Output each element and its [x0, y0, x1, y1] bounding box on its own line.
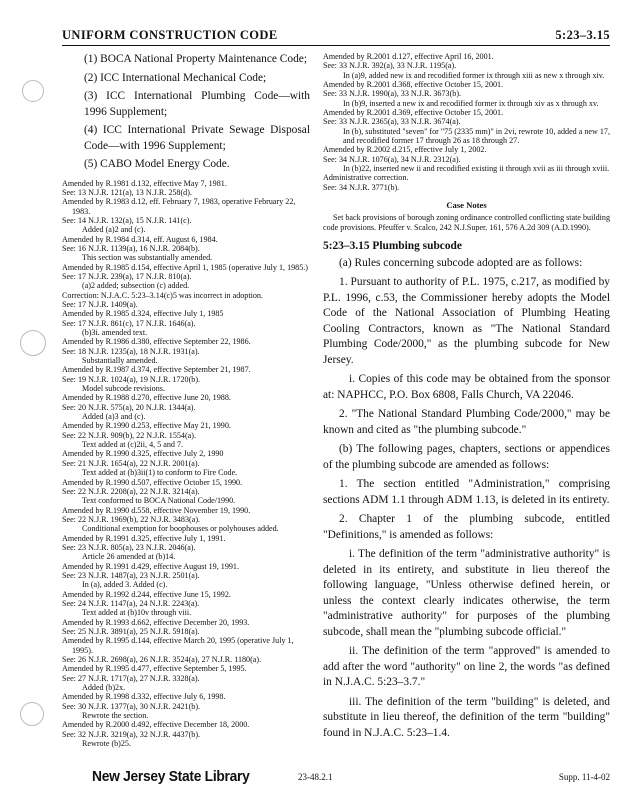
history-note: Correction: N.J.A.C. 5:23–3.14(c)5 was incorrect in adoption. — [62, 290, 263, 300]
history-note: Amended by R.1986 d.380, effective September 22, 1986. — [62, 337, 251, 347]
history-note: See: 18 N.J.R. 1235(a), 18 N.J.R. 1931(a). — [62, 346, 200, 356]
section-paragraph: i. Copies of this code may be obtained from the sponsor at: NAPHCC, P.O. Box 6808, Falls Church, VA 22046. — [323, 373, 610, 401]
history-note: See: 21 N.J.R. 1654(a), 22 N.J.R. 2001(a). — [62, 458, 200, 468]
left-column — [62, 52, 310, 748]
library-logo: New Jersey State Library — [92, 768, 250, 785]
history-note: Amended by R.2001 d.368, effective October 15, 2001. — [323, 80, 504, 90]
case-notes-title: Case Notes — [446, 200, 487, 211]
punch-hole — [20, 702, 44, 726]
history-note: Model subcode revisions. — [82, 384, 165, 394]
history-note: Text added at (c)2ii, 4, 5 and 7. — [82, 440, 184, 450]
history-note: Amended by R.2002 d.215, effective July 1, 2002. — [323, 145, 487, 155]
history-note: See: 33 N.J.R. 2365(a), 33 N.J.R. 3674(a). — [323, 117, 461, 127]
history-note: See: 17 N.J.R. 861(c), 17 N.J.R. 1646(a). — [62, 318, 196, 328]
section-title: 5:23–3.15 Plumbing subcode — [323, 239, 462, 252]
history-notes-left — [62, 179, 310, 749]
section-body — [323, 256, 610, 742]
history-note: In (a), added 3. Added (c). — [82, 580, 168, 590]
history-note: Amended by R.1990 d.558, effective November 19, 1990. — [62, 505, 251, 515]
history-note: Rewrote (b)25. — [82, 739, 131, 749]
section-paragraph: 2. "The National Standard Plumbing Code/2000," may be known and cited as "the plumbing subcode." — [323, 408, 610, 436]
history-note: See: 14 N.J.R. 132(a), 15 N.J.R. 141(c). — [62, 215, 192, 225]
header-rule — [62, 45, 610, 46]
history-note: See: 34 N.J.R. 3771(b). — [323, 182, 400, 192]
history-note: This section was substantially amended. — [82, 253, 213, 263]
section-paragraph: (b) The following pages, chapters, sections or appendices of the plumbing subcode are amended as follows: — [323, 443, 610, 471]
history-note: Amended by R.1991 d.429, effective August 19, 1991. — [62, 561, 239, 571]
history-note: Amended by R.1985 d.154, effective April 1, 1985 (operative July 1, 1985.) — [62, 262, 308, 272]
history-note: Added (a)2 and (c). — [82, 225, 146, 235]
history-note: See: 23 N.J.R. 805(a), 23 N.J.R. 2046(a). — [62, 542, 196, 552]
header-title: UNIFORM CONSTRUCTION CODE — [62, 28, 278, 42]
history-note: Amended by R.1990 d.253, effective May 21, 1990. — [62, 421, 231, 431]
page-number: 23-48.2.1 — [298, 772, 333, 782]
section-paragraph: 1. The section entitled "Administration," comprising sections ADM 1.1 through ADM 1.13, is deleted in its entirety. — [323, 478, 610, 506]
history-note: Amended by R.1990 d.507, effective October 15, 1990. — [62, 477, 243, 487]
history-note: In (b)9, inserted a new ix and recodified former ix through xiv as x through xv. — [343, 98, 599, 108]
case-notes-body: Set back provisions of borough zoning ordinance controlled conflicting state building code provisions. Pfeuffer v. Scalco, 242 N.J.Super. 161, 576 A.2d 309 (A.D.1990). — [323, 213, 610, 232]
running-header — [62, 28, 610, 46]
history-note: See: 30 N.J.R. 1377(a), 30 N.J.R. 2421(b). — [62, 701, 201, 711]
history-note: See: 22 N.J.R. 2208(a), 22 N.J.R. 3214(a). — [62, 486, 200, 496]
history-note: In (b)22, inserted new ii and recodified existing ii through xvii as iii through xviii. — [343, 164, 610, 174]
history-note: Rewrote the section. — [82, 711, 149, 721]
history-note: Amended by R.2001 d.369, effective October 15, 2001. — [323, 108, 504, 118]
section-paragraph: i. The definition of the term "administrative authority" is deleted in its entirety, and substitute in lieu thereof the following language, "Unless otherwise defined herein, or unless the context clearly indicates otherwise, the term "administrative authority" for purposes of the plumbing subcode, shall mean the "plumbing subcode official." — [323, 548, 610, 638]
code-list-item: (5) CABO Model Energy Code. — [84, 158, 230, 170]
right-column — [323, 52, 610, 745]
history-note: Amended by R.1990 d.325, effective July 2, 1990 — [62, 449, 224, 459]
section-paragraph: (a) Rules concerning subcode adopted are as follows: — [339, 256, 583, 269]
history-note: Administrative correction. — [323, 173, 409, 183]
code-list — [62, 52, 310, 173]
history-note: Amended by R.1995 d.144, effective March 20, 1995 (operative July 1, 1995). — [62, 636, 294, 655]
history-note: Text added at (b)10v through viii. — [82, 608, 192, 618]
code-list-item: (2) ICC International Mechanical Code; — [84, 71, 267, 84]
history-note: Amended by R.2001 d.127, effective April 16, 2001. — [323, 52, 494, 61]
code-list-item: (4) ICC International Private Sewage Disposal Code—with 1996 Supplement; — [84, 124, 310, 152]
history-note: Added (b)2x. — [82, 683, 126, 693]
history-note: See: 34 N.J.R. 1076(a), 34 N.J.R. 2312(a). — [323, 154, 461, 164]
history-note: See: 25 N.J.R. 3891(a), 25 N.J.R. 5918(a). — [62, 627, 200, 636]
history-note: (b)3i. amended text. — [82, 328, 148, 337]
history-note: See: 33 N.J.R. 1990(a), 33 N.J.R. 3673(b). — [323, 89, 462, 99]
history-note: Conditional exemption for boophouses or polyhouses added. — [82, 524, 279, 534]
section-paragraph: 1. Pursuant to authority of P.L. 1975, c.217, as modified by P.L. 1996, c.53, the Commissioner hereby adopts the Model Code of the National Association of Plumbing Heating Cooling Contractors, known as "The National Standard Plumbing Code/2000," as the plumbing subcode for New Jersey. — [323, 276, 610, 366]
history-note: See: 27 N.J.R. 1717(a), 27 N.J.R. 3328(a). — [62, 673, 200, 683]
section-paragraph: iii. The definition of the term "building" is deleted, and substitute in lieu thereof, the definition of the term "building" found in N.J.A.C. 5:23–1.4. — [323, 695, 610, 739]
history-note: See: 17 N.J.R. 239(a), 17 N.J.R. 810(a). — [62, 271, 192, 281]
history-note: See: 22 N.J.R. 909(b), 22 N.J.R. 1554(a). — [62, 430, 196, 440]
history-note: Amended by R.1985 d.324, effective July 1, 1985 — [62, 309, 224, 319]
history-note: Amended by R.1987 d.374, effective September 21, 1987. — [62, 365, 251, 375]
history-note: Added (a)3 and (c). — [82, 412, 146, 422]
history-note: In (b), substituted "seven" for "75 (2335 mm)" in 2vi, rewrote 10, added a new 17, and recodified former 17 through 26 as 18 through 27. — [343, 126, 610, 146]
history-note: See: 19 N.J.R. 1024(a), 19 N.J.R. 1720(b). — [62, 374, 201, 384]
history-note: Amended by R.1995 d.477, effective September 5, 1995. — [62, 664, 247, 674]
history-note: See: 22 N.J.R. 1969(b), 22 N.J.R. 3483(a). — [62, 514, 201, 524]
section-paragraph: ii. The definition of the term "approved" is amended to add after the word "authority" on line 2, the words "as defined in N.J.A.C. 5:23–3.7." — [323, 645, 610, 689]
history-note: Amended by R.1981 d.132, effective May 7, 1981. — [62, 178, 227, 188]
supplement-date: Supp. 11-4-02 — [558, 772, 610, 782]
history-note: Amended by R.1998 d.332, effective July 6, 1998. — [62, 692, 226, 702]
history-note: See: 23 N.J.R. 1487(a), 23 N.J.R. 2501(a). — [62, 570, 200, 580]
history-note: See: 24 N.J.R. 1147(a), 24 N.J.R. 2243(a). — [62, 598, 200, 608]
history-note: Amended by R.1984 d.314, eff. August 6, 1984. — [62, 234, 218, 244]
history-note: See: 33 N.J.R. 392(a), 33 N.J.R. 1195(a). — [323, 61, 457, 71]
history-note: Text conformed to BOCA National Code/1990. — [82, 496, 236, 506]
header-section-number: 5:23–3.15 — [555, 28, 610, 42]
history-note: (a)2 added; subsection (c) added. — [82, 281, 190, 291]
code-list-item: (3) ICC International Plumbing Code—with 1996 Supplement; — [84, 90, 310, 118]
history-note: Text added at (b)3ii(1) to conform to Fire Code. — [82, 468, 238, 478]
history-note: See: 20 N.J.R. 575(a), 20 N.J.R. 1344(a). — [62, 402, 196, 412]
history-note: Amended by R.1988 d.270, effective June 20, 1988. — [62, 393, 231, 403]
punch-hole — [22, 80, 44, 102]
history-note: In (a)9, added new ix and recodified former ix through xiii as new x through xiv. — [343, 70, 605, 80]
punch-hole — [20, 330, 46, 356]
history-note: See: 26 N.J.R. 2698(a), 26 N.J.R. 3524(a), 27 N.J.R. 1180(a). — [62, 655, 262, 665]
history-notes-right — [323, 52, 610, 192]
history-note: See: 17 N.J.R. 1409(a). — [62, 299, 138, 309]
history-note: Substantially amended. — [82, 356, 158, 366]
history-note: See: 32 N.J.R. 3219(a), 32 N.J.R. 4437(b). — [62, 729, 201, 739]
code-list-item: (1) BOCA National Property Maintenance Code; — [84, 53, 308, 65]
history-note: Article 26 amended at (b)14. — [82, 552, 176, 562]
history-note: Amended by R.1983 d.12, eff. February 7, 1983, operative February 22, 1983. — [62, 197, 296, 216]
history-note: Amended by R.1992 d.244, effective June 15, 1992. — [62, 589, 231, 599]
history-note: Amended by R.2000 d.492, effective December 18, 2000. — [62, 720, 250, 730]
history-note: Amended by R.1991 d.325, effective July 1, 1991. — [62, 533, 226, 543]
page-footer — [92, 770, 610, 790]
history-note: See: 13 N.J.R. 121(a), 13 N.J.R. 258(d). — [62, 187, 192, 197]
history-note: Amended by R.1993 d.662, effective December 20, 1993. — [62, 617, 250, 627]
section-paragraph: 2. Chapter 1 of the plumbing subcode, entitled "Definitions," is amended as follows: — [323, 513, 610, 541]
history-note: See: 16 N.J.R. 1139(a), 16 N.J.R. 2084(b). — [62, 243, 200, 253]
